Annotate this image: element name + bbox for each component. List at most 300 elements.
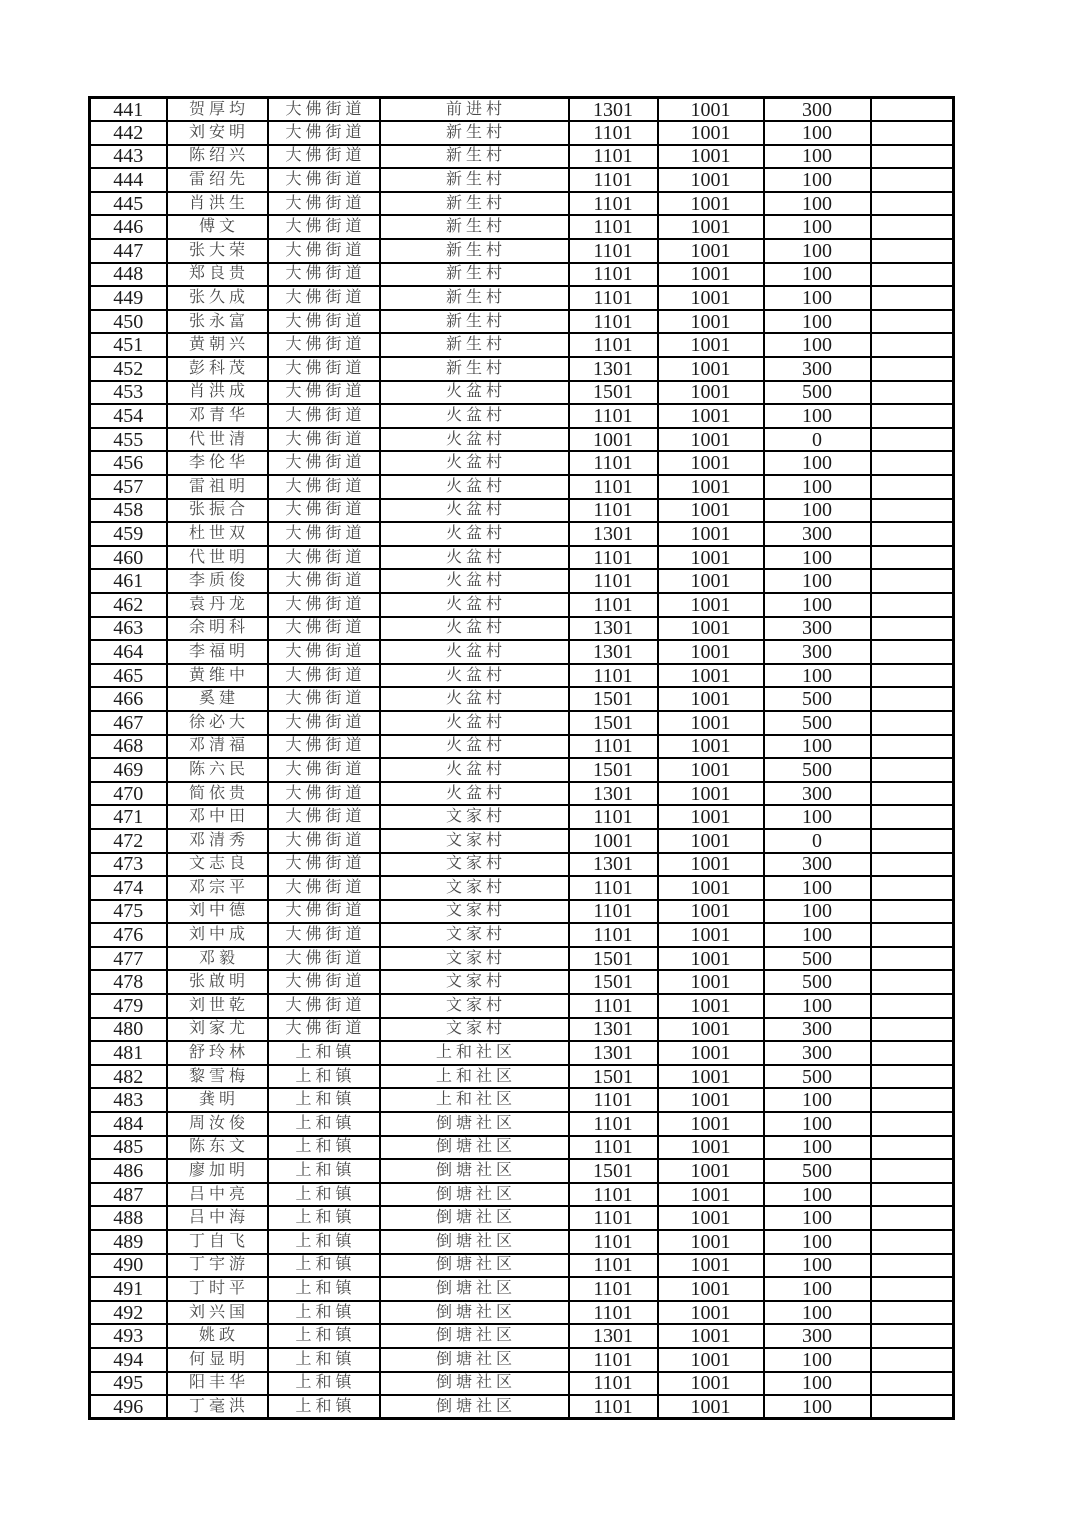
remark-cell <box>871 1277 954 1301</box>
town-street-cell: 大佛街道 <box>268 970 380 994</box>
amount-col-1-cell: 1301 <box>569 853 658 877</box>
person-name-cell: 雷绍先 <box>167 168 268 192</box>
village-community-cell: 新生村 <box>380 286 569 310</box>
sequence-number-cell: 473 <box>90 853 167 877</box>
person-name-cell: 黄维中 <box>167 664 268 688</box>
amount-col-1-cell: 1001 <box>569 428 658 452</box>
town-street-cell: 大佛街道 <box>268 593 380 617</box>
village-community-cell: 火盆村 <box>380 569 569 593</box>
table-row <box>90 617 954 641</box>
amount-col-1-cell: 1501 <box>569 758 658 782</box>
remark-cell <box>871 1112 954 1136</box>
amount-col-1-cell: 1101 <box>569 1088 658 1112</box>
amount-col-1-cell: 1501 <box>569 1159 658 1183</box>
town-street-cell: 大佛街道 <box>268 357 380 381</box>
person-name-cell: 黎雪梅 <box>167 1065 268 1089</box>
amount-col-3-cell: 500 <box>764 711 871 735</box>
town-street-cell: 上和镇 <box>268 1230 380 1254</box>
remark-cell <box>871 239 954 263</box>
remark-cell <box>871 1301 954 1325</box>
amount-col-2-cell: 1001 <box>658 121 764 145</box>
town-street-cell: 大佛街道 <box>268 711 380 735</box>
sequence-number-cell: 487 <box>90 1183 167 1207</box>
amount-col-2-cell: 1001 <box>658 617 764 641</box>
amount-col-1-cell: 1101 <box>569 1395 658 1419</box>
remark-cell <box>871 1348 954 1372</box>
village-community-cell: 倒塘社区 <box>380 1395 569 1419</box>
remark-cell <box>871 499 954 523</box>
remark-cell <box>871 451 954 475</box>
person-name-cell: 简依贵 <box>167 782 268 806</box>
amount-col-1-cell: 1501 <box>569 381 658 405</box>
amount-col-2-cell: 1001 <box>658 522 764 546</box>
amount-col-1-cell: 1101 <box>569 1136 658 1160</box>
town-street-cell: 大佛街道 <box>268 569 380 593</box>
table-row <box>90 451 954 475</box>
remark-cell <box>871 404 954 428</box>
village-community-cell: 文家村 <box>380 923 569 947</box>
amount-col-1-cell: 1101 <box>569 805 658 829</box>
amount-col-2-cell: 1001 <box>658 1254 764 1278</box>
amount-col-1-cell: 1101 <box>569 735 658 759</box>
village-community-cell: 新生村 <box>380 168 569 192</box>
amount-col-2-cell: 1001 <box>658 1372 764 1396</box>
table-row <box>90 357 954 381</box>
person-name-cell: 邓中田 <box>167 805 268 829</box>
amount-col-3-cell: 300 <box>764 522 871 546</box>
amount-col-2-cell: 1001 <box>658 357 764 381</box>
remark-cell <box>871 593 954 617</box>
amount-col-1-cell: 1301 <box>569 640 658 664</box>
amount-col-3-cell: 100 <box>764 1088 871 1112</box>
remark-cell <box>871 215 954 239</box>
person-name-cell: 张大荣 <box>167 239 268 263</box>
amount-col-2-cell: 1001 <box>658 215 764 239</box>
amount-col-3-cell: 100 <box>764 333 871 357</box>
amount-col-3-cell: 300 <box>764 357 871 381</box>
remark-cell <box>871 1018 954 1042</box>
town-street-cell: 大佛街道 <box>268 333 380 357</box>
sequence-number-cell: 447 <box>90 239 167 263</box>
person-name-cell: 张永富 <box>167 310 268 334</box>
sequence-number-cell: 479 <box>90 994 167 1018</box>
sequence-number-cell: 464 <box>90 640 167 664</box>
sequence-number-cell: 455 <box>90 428 167 452</box>
amount-col-2-cell: 1001 <box>658 145 764 169</box>
town-street-cell: 大佛街道 <box>268 876 380 900</box>
amount-col-1-cell: 1501 <box>569 711 658 735</box>
amount-col-3-cell: 300 <box>764 1324 871 1348</box>
table-row <box>90 829 954 853</box>
town-street-cell: 大佛街道 <box>268 475 380 499</box>
town-street-cell: 大佛街道 <box>268 947 380 971</box>
amount-col-3-cell: 100 <box>764 994 871 1018</box>
person-name-cell: 张久成 <box>167 286 268 310</box>
amount-col-1-cell: 1101 <box>569 239 658 263</box>
amount-col-3-cell: 300 <box>764 1041 871 1065</box>
amount-col-2-cell: 1001 <box>658 1088 764 1112</box>
person-name-cell: 肖洪成 <box>167 381 268 405</box>
amount-col-1-cell: 1301 <box>569 357 658 381</box>
amount-col-3-cell: 0 <box>764 428 871 452</box>
person-name-cell: 贺厚均 <box>167 98 268 122</box>
remark-cell <box>871 687 954 711</box>
town-street-cell: 大佛街道 <box>268 499 380 523</box>
table-row <box>90 145 954 169</box>
amount-col-3-cell: 100 <box>764 876 871 900</box>
remark-cell <box>871 192 954 216</box>
table-row <box>90 664 954 688</box>
town-street-cell: 上和镇 <box>268 1348 380 1372</box>
amount-col-2-cell: 1001 <box>658 310 764 334</box>
amount-col-2-cell: 1001 <box>658 192 764 216</box>
person-name-cell: 雷祖明 <box>167 475 268 499</box>
table-row <box>90 428 954 452</box>
amount-col-3-cell: 100 <box>764 121 871 145</box>
amount-col-3-cell: 0 <box>764 829 871 853</box>
person-name-cell: 刘家尤 <box>167 1018 268 1042</box>
remark-cell <box>871 782 954 806</box>
amount-col-2-cell: 1001 <box>658 1324 764 1348</box>
table-row <box>90 98 954 122</box>
village-community-cell: 倒塘社区 <box>380 1324 569 1348</box>
amount-col-3-cell: 100 <box>764 805 871 829</box>
village-community-cell: 火盆村 <box>380 593 569 617</box>
table-row <box>90 758 954 782</box>
village-community-cell: 新生村 <box>380 263 569 287</box>
amount-col-2-cell: 1001 <box>658 1018 764 1042</box>
town-street-cell: 上和镇 <box>268 1372 380 1396</box>
remark-cell <box>871 98 954 122</box>
roster-table <box>88 96 955 1420</box>
amount-col-2-cell: 1001 <box>658 1230 764 1254</box>
sequence-number-cell: 483 <box>90 1088 167 1112</box>
amount-col-1-cell: 1101 <box>569 1348 658 1372</box>
person-name-cell: 袁丹龙 <box>167 593 268 617</box>
sequence-number-cell: 441 <box>90 98 167 122</box>
village-community-cell: 文家村 <box>380 970 569 994</box>
village-community-cell: 倒塘社区 <box>380 1277 569 1301</box>
sequence-number-cell: 474 <box>90 876 167 900</box>
amount-col-1-cell: 1101 <box>569 475 658 499</box>
village-community-cell: 倒塘社区 <box>380 1206 569 1230</box>
remark-cell <box>871 947 954 971</box>
sequence-number-cell: 494 <box>90 1348 167 1372</box>
town-street-cell: 大佛街道 <box>268 404 380 428</box>
amount-col-1-cell: 1301 <box>569 782 658 806</box>
amount-col-3-cell: 500 <box>764 970 871 994</box>
person-name-cell: 李质俊 <box>167 569 268 593</box>
sequence-number-cell: 482 <box>90 1065 167 1089</box>
person-name-cell: 舒玲林 <box>167 1041 268 1065</box>
table-row <box>90 994 954 1018</box>
amount-col-2-cell: 1001 <box>658 1041 764 1065</box>
person-name-cell: 廖加明 <box>167 1159 268 1183</box>
amount-col-2-cell: 1001 <box>658 711 764 735</box>
remark-cell <box>871 168 954 192</box>
amount-col-2-cell: 1001 <box>658 664 764 688</box>
village-community-cell: 火盆村 <box>380 451 569 475</box>
amount-col-3-cell: 100 <box>764 475 871 499</box>
person-name-cell: 丁时平 <box>167 1277 268 1301</box>
table-row <box>90 239 954 263</box>
amount-col-1-cell: 1301 <box>569 1041 658 1065</box>
table-row <box>90 1018 954 1042</box>
amount-col-2-cell: 1001 <box>658 98 764 122</box>
sequence-number-cell: 488 <box>90 1206 167 1230</box>
person-name-cell: 刘兴国 <box>167 1301 268 1325</box>
amount-col-1-cell: 1101 <box>569 451 658 475</box>
table-row <box>90 381 954 405</box>
table-row <box>90 1206 954 1230</box>
remark-cell <box>871 900 954 924</box>
amount-col-2-cell: 1001 <box>658 333 764 357</box>
remark-cell <box>871 381 954 405</box>
remark-cell <box>871 1206 954 1230</box>
amount-col-2-cell: 1001 <box>658 1112 764 1136</box>
person-name-cell: 代世清 <box>167 428 268 452</box>
amount-col-2-cell: 1001 <box>658 499 764 523</box>
amount-col-2-cell: 1001 <box>658 451 764 475</box>
remark-cell <box>871 640 954 664</box>
village-community-cell: 火盆村 <box>380 735 569 759</box>
amount-col-1-cell: 1101 <box>569 1301 658 1325</box>
sequence-number-cell: 458 <box>90 499 167 523</box>
remark-cell <box>871 711 954 735</box>
table-row <box>90 546 954 570</box>
amount-col-3-cell: 100 <box>764 1230 871 1254</box>
town-street-cell: 大佛街道 <box>268 522 380 546</box>
sequence-number-cell: 448 <box>90 263 167 287</box>
table-row <box>90 215 954 239</box>
sequence-number-cell: 452 <box>90 357 167 381</box>
amount-col-3-cell: 300 <box>764 1018 871 1042</box>
table-row <box>90 900 954 924</box>
amount-col-3-cell: 100 <box>764 499 871 523</box>
sequence-number-cell: 477 <box>90 947 167 971</box>
amount-col-2-cell: 1001 <box>658 758 764 782</box>
amount-col-2-cell: 1001 <box>658 1277 764 1301</box>
sequence-number-cell: 459 <box>90 522 167 546</box>
remark-cell <box>871 994 954 1018</box>
sequence-number-cell: 493 <box>90 1324 167 1348</box>
remark-cell <box>871 522 954 546</box>
table-row <box>90 333 954 357</box>
amount-col-3-cell: 100 <box>764 192 871 216</box>
table-row <box>90 192 954 216</box>
amount-col-1-cell: 1101 <box>569 1372 658 1396</box>
remark-cell <box>871 923 954 947</box>
town-street-cell: 上和镇 <box>268 1159 380 1183</box>
sequence-number-cell: 467 <box>90 711 167 735</box>
table-row <box>90 1159 954 1183</box>
amount-col-1-cell: 1101 <box>569 994 658 1018</box>
table-row <box>90 687 954 711</box>
amount-col-2-cell: 1001 <box>658 1065 764 1089</box>
remark-cell <box>871 758 954 782</box>
person-name-cell: 吕中亮 <box>167 1183 268 1207</box>
amount-col-3-cell: 100 <box>764 900 871 924</box>
sequence-number-cell: 486 <box>90 1159 167 1183</box>
amount-col-1-cell: 1101 <box>569 923 658 947</box>
amount-col-3-cell: 100 <box>764 1277 871 1301</box>
table-row <box>90 1324 954 1348</box>
table-row <box>90 310 954 334</box>
remark-cell <box>871 970 954 994</box>
amount-col-3-cell: 100 <box>764 1112 871 1136</box>
table-row <box>90 1348 954 1372</box>
sequence-number-cell: 472 <box>90 829 167 853</box>
town-street-cell: 大佛街道 <box>268 805 380 829</box>
table-row <box>90 475 954 499</box>
table-row <box>90 805 954 829</box>
table-row <box>90 853 954 877</box>
village-community-cell: 文家村 <box>380 1018 569 1042</box>
table-row <box>90 640 954 664</box>
village-community-cell: 火盆村 <box>380 711 569 735</box>
amount-col-2-cell: 1001 <box>658 805 764 829</box>
person-name-cell: 徐必大 <box>167 711 268 735</box>
person-name-cell: 郑良贵 <box>167 263 268 287</box>
amount-col-2-cell: 1001 <box>658 829 764 853</box>
sequence-number-cell: 469 <box>90 758 167 782</box>
town-street-cell: 大佛街道 <box>268 853 380 877</box>
village-community-cell: 火盆村 <box>380 381 569 405</box>
table-row <box>90 782 954 806</box>
sequence-number-cell: 465 <box>90 664 167 688</box>
amount-col-1-cell: 1101 <box>569 1206 658 1230</box>
amount-col-2-cell: 1001 <box>658 947 764 971</box>
sequence-number-cell: 468 <box>90 735 167 759</box>
amount-col-1-cell: 1101 <box>569 900 658 924</box>
town-street-cell: 上和镇 <box>268 1041 380 1065</box>
person-name-cell: 邓清秀 <box>167 829 268 853</box>
table-row <box>90 286 954 310</box>
amount-col-1-cell: 1101 <box>569 569 658 593</box>
sequence-number-cell: 449 <box>90 286 167 310</box>
town-street-cell: 上和镇 <box>268 1301 380 1325</box>
sequence-number-cell: 462 <box>90 593 167 617</box>
remark-cell <box>871 1395 954 1419</box>
village-community-cell: 倒塘社区 <box>380 1348 569 1372</box>
amount-col-3-cell: 100 <box>764 1301 871 1325</box>
amount-col-1-cell: 1301 <box>569 1018 658 1042</box>
person-name-cell: 邓清福 <box>167 735 268 759</box>
amount-col-3-cell: 100 <box>764 1206 871 1230</box>
sequence-number-cell: 476 <box>90 923 167 947</box>
sequence-number-cell: 492 <box>90 1301 167 1325</box>
amount-col-2-cell: 1001 <box>658 640 764 664</box>
person-name-cell: 张啟明 <box>167 970 268 994</box>
village-community-cell: 文家村 <box>380 900 569 924</box>
table-row <box>90 970 954 994</box>
amount-col-3-cell: 500 <box>764 947 871 971</box>
table-row <box>90 1372 954 1396</box>
person-name-cell: 陈绍兴 <box>167 145 268 169</box>
town-street-cell: 大佛街道 <box>268 546 380 570</box>
person-name-cell: 刘中德 <box>167 900 268 924</box>
amount-col-3-cell: 100 <box>764 1254 871 1278</box>
village-community-cell: 上和社区 <box>380 1041 569 1065</box>
sequence-number-cell: 450 <box>90 310 167 334</box>
sequence-number-cell: 456 <box>90 451 167 475</box>
amount-col-2-cell: 1001 <box>658 1348 764 1372</box>
sequence-number-cell: 470 <box>90 782 167 806</box>
village-community-cell: 火盆村 <box>380 499 569 523</box>
remark-cell <box>871 310 954 334</box>
amount-col-2-cell: 1001 <box>658 404 764 428</box>
amount-col-2-cell: 1001 <box>658 1136 764 1160</box>
remark-cell <box>871 617 954 641</box>
amount-col-3-cell: 500 <box>764 381 871 405</box>
town-street-cell: 上和镇 <box>268 1277 380 1301</box>
remark-cell <box>871 735 954 759</box>
amount-col-2-cell: 1001 <box>658 853 764 877</box>
sequence-number-cell: 475 <box>90 900 167 924</box>
village-community-cell: 倒塘社区 <box>380 1301 569 1325</box>
amount-col-1-cell: 1101 <box>569 145 658 169</box>
roster-table-body <box>90 98 954 1419</box>
town-street-cell: 上和镇 <box>268 1112 380 1136</box>
person-name-cell: 刘中成 <box>167 923 268 947</box>
village-community-cell: 火盆村 <box>380 428 569 452</box>
amount-col-1-cell: 1301 <box>569 617 658 641</box>
amount-col-1-cell: 1101 <box>569 333 658 357</box>
village-community-cell: 倒塘社区 <box>380 1159 569 1183</box>
amount-col-2-cell: 1001 <box>658 168 764 192</box>
remark-cell <box>871 1065 954 1089</box>
town-street-cell: 大佛街道 <box>268 428 380 452</box>
table-row <box>90 1136 954 1160</box>
town-street-cell: 大佛街道 <box>268 215 380 239</box>
amount-col-3-cell: 100 <box>764 1372 871 1396</box>
table-row <box>90 1183 954 1207</box>
village-community-cell: 火盆村 <box>380 546 569 570</box>
person-name-cell: 丁宇游 <box>167 1254 268 1278</box>
sequence-number-cell: 451 <box>90 333 167 357</box>
remark-cell <box>871 829 954 853</box>
amount-col-1-cell: 1301 <box>569 98 658 122</box>
remark-cell <box>871 1088 954 1112</box>
sequence-number-cell: 491 <box>90 1277 167 1301</box>
amount-col-3-cell: 100 <box>764 923 871 947</box>
town-street-cell: 上和镇 <box>268 1065 380 1089</box>
remark-cell <box>871 805 954 829</box>
person-name-cell: 龚明 <box>167 1088 268 1112</box>
person-name-cell: 文志良 <box>167 853 268 877</box>
remark-cell <box>871 357 954 381</box>
table-row <box>90 1041 954 1065</box>
amount-col-2-cell: 1001 <box>658 876 764 900</box>
remark-cell <box>871 1136 954 1160</box>
sequence-number-cell: 463 <box>90 617 167 641</box>
remark-cell <box>871 286 954 310</box>
town-street-cell: 大佛街道 <box>268 263 380 287</box>
town-street-cell: 大佛街道 <box>268 735 380 759</box>
amount-col-1-cell: 1101 <box>569 1183 658 1207</box>
town-street-cell: 大佛街道 <box>268 286 380 310</box>
amount-col-1-cell: 1501 <box>569 1065 658 1089</box>
amount-col-3-cell: 100 <box>764 451 871 475</box>
amount-col-3-cell: 100 <box>764 664 871 688</box>
sequence-number-cell: 443 <box>90 145 167 169</box>
person-name-cell: 傅文 <box>167 215 268 239</box>
remark-cell <box>871 1230 954 1254</box>
remark-cell <box>871 853 954 877</box>
village-community-cell: 倒塘社区 <box>380 1183 569 1207</box>
village-community-cell: 新生村 <box>380 310 569 334</box>
amount-col-3-cell: 100 <box>764 286 871 310</box>
